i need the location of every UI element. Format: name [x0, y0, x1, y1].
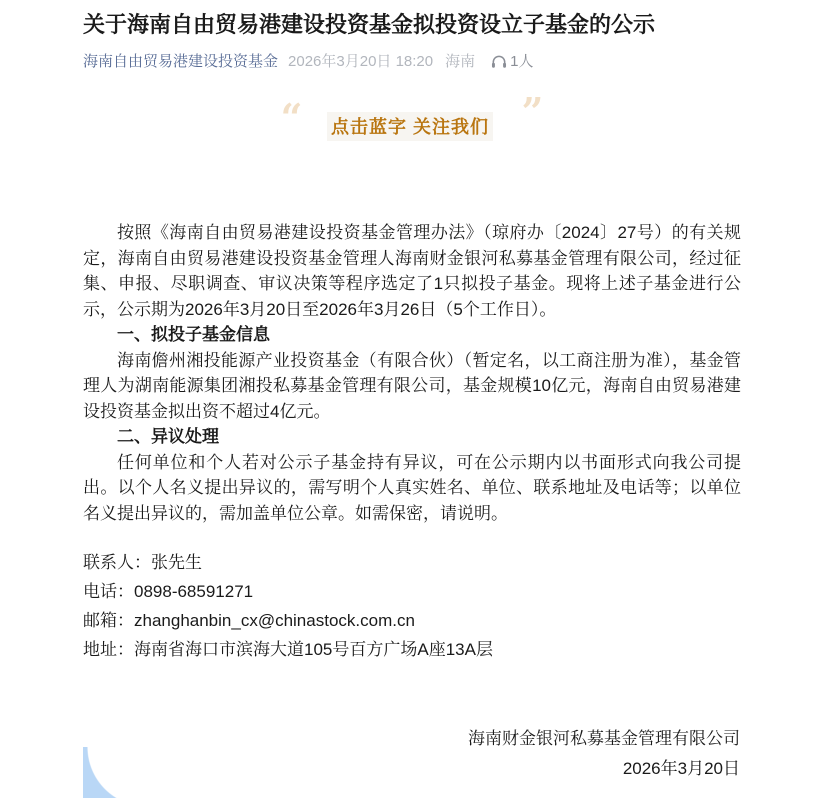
signature-company: 海南财金银河私募基金管理有限公司 — [468, 729, 740, 748]
decorative-frame-corner — [83, 747, 147, 798]
article-body — [83, 220, 741, 526]
contact-address: 地址：海南省海口市滨海大道105号百方广场A座13A层 — [83, 640, 493, 659]
publish-datetime: 2026年3月20日 18:20 — [288, 53, 434, 70]
follow-banner-label: 点击蓝字 关注我们 — [327, 112, 493, 141]
byline — [83, 51, 741, 72]
section2-paragraph: 任何单位和个人若对公示子基金持有异议，可在公示期内以书面形式向我公司提出。以个人名义提出异议的，需写明个人真实姓名、单位、联系地址及电话等；以单位名义提出异议的，需加盖单位公章。如需保密，请说明。 — [83, 452, 741, 523]
contact-phone: 电话：0898-68591271 — [83, 582, 254, 601]
contact-email: 邮箱：zhanghanbin_cx@chinastock.com.cn — [83, 611, 415, 630]
signature-block — [83, 724, 741, 784]
listen-count-button[interactable] — [491, 51, 533, 72]
article-content — [83, 0, 741, 784]
open-quote-mark: “ — [280, 94, 303, 140]
signature-date: 2026年3月20日 — [622, 759, 740, 778]
contact-person: 联系人：张先生 — [83, 553, 202, 572]
paragraph-intro: 按照《海南自由贸易港建设投资基金管理办法》（琼府办〔2024〕27号）的有关规定，海南自由贸易港建设投资基金管理人海南财金银河私募基金管理有限公司，经过征集、申报、尽职调查、审议决策等程序选定了1只拟投子基金。现将上述子基金进行公示，公示期为2026年3月20日至2026年3月26日（5个工作日）。 — [83, 223, 741, 319]
publish-location: 海南 — [445, 53, 476, 70]
section1-heading: 一、拟投子基金信息 — [117, 325, 270, 344]
contact-block — [83, 548, 741, 664]
section2-heading: 二、异议处理 — [117, 427, 219, 446]
page-title: 关于海南自由贸易港建设投资基金拟投资设立子基金的公示 — [83, 12, 656, 37]
listen-count-label: 1人 — [510, 53, 534, 70]
account-name-link[interactable]: 海南自由贸易港建设投资基金 — [83, 53, 279, 70]
follow-banner[interactable] — [83, 88, 741, 146]
close-quote-mark: ” — [521, 88, 544, 134]
headphones-icon — [491, 54, 510, 69]
section1-paragraph: 海南儋州湘投能源产业投资基金（有限合伙）（暂定名，以工商注册为准），基金管理人为湖南能源集团湘投私募基金管理有限公司，基金规模10亿元，海南自由贸易港建设投资基金拟出资不超过4亿元。 — [83, 350, 741, 421]
